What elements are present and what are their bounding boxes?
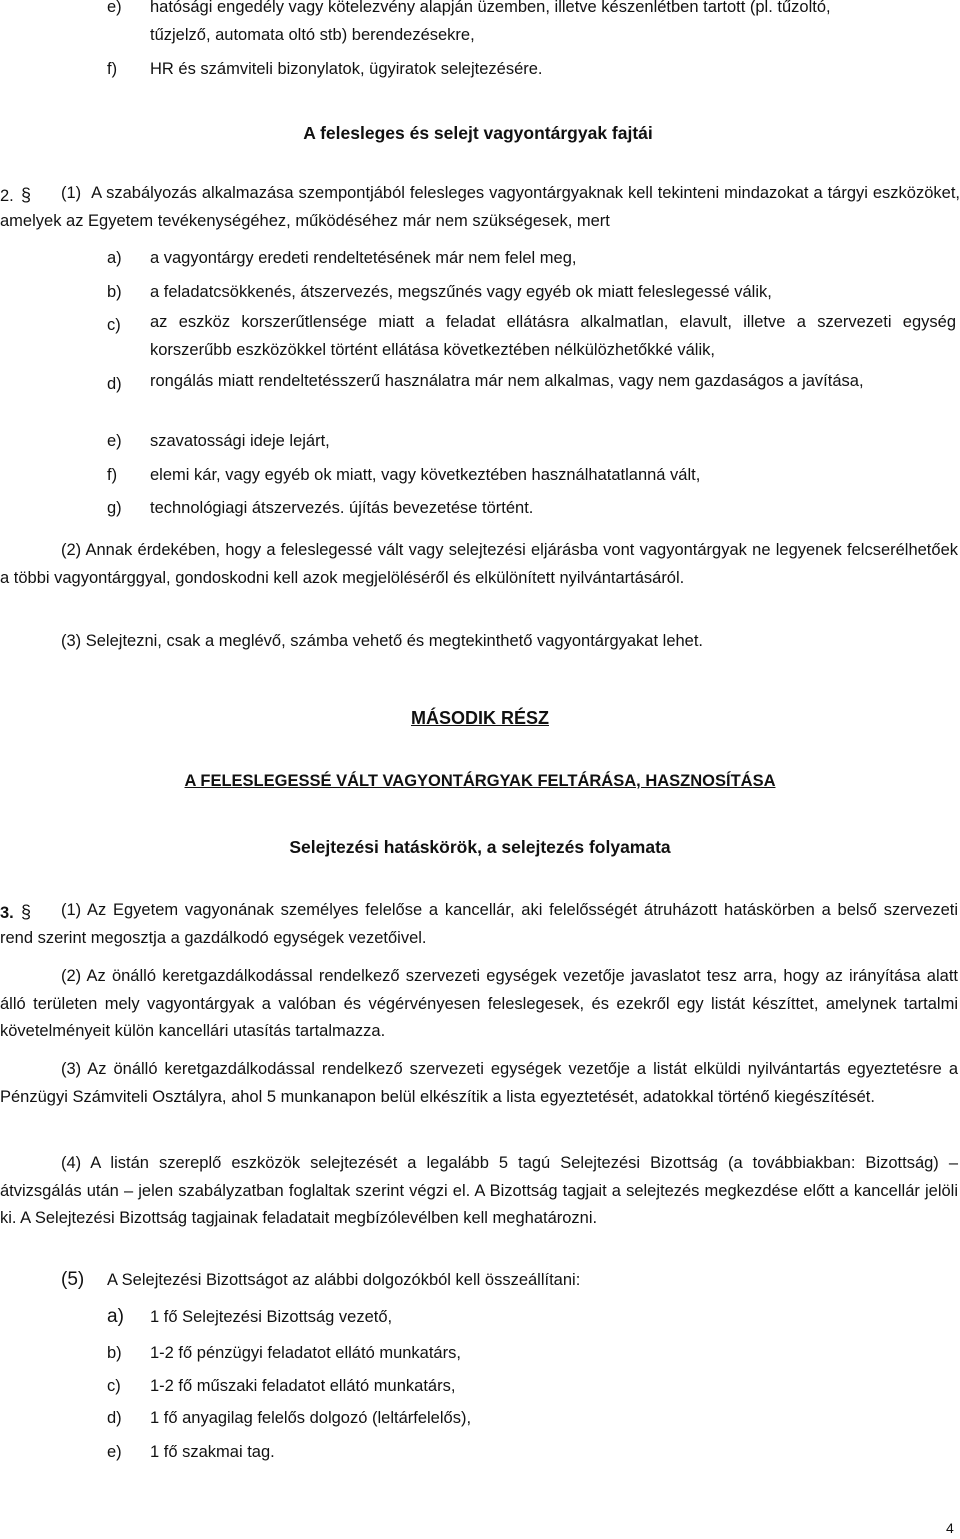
list-label: c) [107, 316, 121, 334]
list-item-text: tűzjelző, automata oltó stb) berendezésekre, [150, 26, 475, 44]
list-label: d) [107, 1409, 122, 1427]
section-symbol: § [21, 185, 32, 205]
list-item-text: 1 fő anyagilag felelős dolgozó (leltárfelelős), [150, 1409, 472, 1427]
section-heading: A felesleges és selejt vagyontárgyak fajtái [303, 123, 653, 143]
paragraph-text: A szabályozás alkalmazása szempontjából felesleges vagyontárgyaknak kell tekinteni mindazokat a tárgyi eszközöket, amelyek az Egyetem tevékenységéhez, működéséhez már nem szükségesek, mert [0, 184, 960, 230]
list-label: b) [107, 1344, 122, 1362]
list-item-text: szavatossági ideje lejárt, [150, 432, 330, 450]
section-number: 3. [0, 904, 14, 922]
list-item-text: a feladatcsökkenés, átszervezés, megszűnés vagy egyéb ok miatt feleslegessé válik, [150, 283, 772, 301]
paragraph-marker: (5) [61, 1269, 85, 1290]
list-item-text: a vagyontárgy eredeti rendeltetésének már nem felel meg, [150, 249, 577, 267]
list-label: a) [107, 1306, 124, 1327]
list-label: c) [107, 1377, 121, 1395]
list-item-text: elemi kár, vagy egyéb ok miatt, vagy következtében használhatatlanná vált, [150, 466, 701, 484]
list-item-text: 1-2 fő műszaki feladatot ellátó munkatárs, [150, 1377, 456, 1395]
list-item-text: technológiagi átszervezés. újítás bevezetése történt. [150, 499, 534, 517]
list-item-text: 1-2 fő pénzügyi feladatot ellátó munkatárs, [150, 1344, 461, 1362]
part-subtitle: A FELESLEGESSÉ VÁLT VAGYONTÁRGYAK FELTÁRÁSA, HASZNOSÍTÁSA [184, 772, 776, 790]
list-label: b) [107, 283, 122, 301]
part-title: MÁSODIK RÉSZ [410, 708, 549, 728]
list-label: e) [107, 1443, 122, 1461]
list-item-text: 1 fő szakmai tag. [150, 1443, 275, 1461]
section-number: 2. [0, 187, 14, 205]
list-label: a) [107, 249, 122, 267]
list-item-text: hatósági engedély vagy kötelezvény alapján üzemben, illetve készenlétben tartott (pl. tűzoltó, [150, 0, 831, 16]
paragraph: (3) Az önálló keretgazdálkodással rendelkező szervezeti egységek vezetője a listát elküldi nyilvántartás egyeztetésre a Pénzügyi Számviteli Osztályra, ahol 5 munkanapon belül elkészítik a lista egyeztetését, adatokkal történő kiegészítését. [0, 1060, 958, 1106]
list-label: e) [107, 432, 122, 450]
list-label: d) [107, 375, 122, 393]
list-label: g) [107, 499, 122, 517]
paragraph: (3) Selejtezni, csak a meglévő, számba vehető és megtekinthető vagyontárgyakat lehet. [61, 632, 704, 650]
paragraph-marker: (1) [61, 184, 82, 202]
list-item-text: HR és számviteli bizonylatok, ügyiratok selejtezésére. [150, 60, 543, 78]
section-symbol: § [21, 902, 32, 922]
list-label: f) [107, 466, 118, 484]
paragraph: (4) A listán szereplő eszközök selejtezését a legalább 5 tagú Selejtezési Bizottság (a továbbiakban: Bizottság) – átvizsgálás után – jelen szabályzatban foglaltak szerint végzi el. A Bizottság tagjait a selejtezés megkezdése előtt a kancellár jelöli ki. A Selejtezési Bizottság tagjainak feladatait megbízólevélben kell meghatározni. [0, 1154, 958, 1228]
list-item-text: rongálás miatt rendeltetésszerű használatra már nem alkalmas, vagy nem gazdaságos a javítása, [150, 372, 864, 390]
paragraph [0, 180, 960, 235]
list-label: f) [107, 60, 118, 78]
paragraph: (1) Az Egyetem vagyonának személyes felelőse a kancellár, aki felelősségét átruházott hatáskörben a belső szervezeti rend szerint megosztja a gazdálkodó egységek vezetőivel. [0, 901, 958, 947]
paragraph-text: A Selejtezési Bizottságot az alábbi dolgozókból kell összeállítani: [107, 1271, 581, 1289]
list-item-text: az eszköz korszerűtlensége miatt a feladat ellátásra alkalmatlan, elavult, illetve a szervezeti egység korszerűbb eszközökkel történt ellátása következtében nélkülözhetőkké válik, [150, 313, 956, 359]
page-number: 4 [946, 1520, 954, 1536]
section-heading: Selejtezési hatáskörök, a selejtezés folyamata [289, 837, 671, 857]
list-item-text: 1 fő Selejtezési Bizottság vezető, [150, 1308, 393, 1326]
list-label: e) [107, 0, 122, 16]
paragraph: (2) Az önálló keretgazdálkodással rendelkező szervezeti egységek vezetője javaslatot tesz arra, hogy az irányítása alatt álló területen mely vagyontárgyak a valóban és végérvényesen feleslegesek, és ezekről egy listát készíttet, amelynek tartalmi követelményeit külön kancellári utasítás tartalmazza. [0, 967, 958, 1041]
paragraph: (2) Annak érdekében, hogy a feleslegessé vált vagy selejtezési eljárásba vont vagyontárgyak ne legyenek felcserélhetőek a többi vagyontárggyal, gondoskodni kell azok megjelöléséről és elkülönített nyilvántartásáról. [0, 541, 958, 587]
